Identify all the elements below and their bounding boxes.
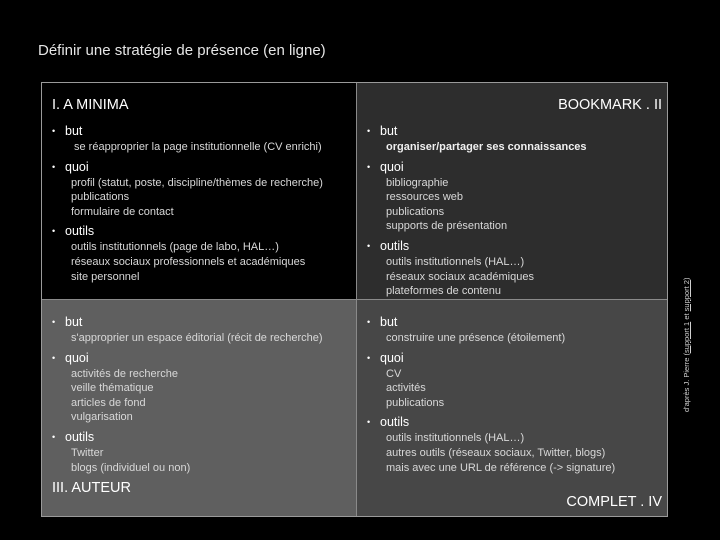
- item-label-outils: • outils: [52, 429, 95, 444]
- item-line: publications: [386, 205, 445, 218]
- quadrant-heading: III. AUTEUR: [52, 480, 131, 496]
- quadrant-complet: [357, 300, 667, 516]
- item-line: activités de recherche: [71, 367, 178, 380]
- item-line: outils institutionnels (page de labo, HAL…): [71, 241, 279, 254]
- item-line: outils institutionnels (HAL…): [386, 432, 525, 445]
- support-2-link[interactable]: support 2: [682, 280, 691, 312]
- bullet-icon: •: [367, 317, 371, 327]
- bullet-icon: •: [367, 126, 371, 136]
- item-label-but: • but: [52, 124, 83, 138]
- item-line: Twitter: [71, 446, 104, 459]
- item-line: outils institutionnels (HAL…): [386, 255, 525, 268]
- item-label-outils: • outils: [367, 238, 410, 253]
- item-line: organiser/partager ses connaissances: [386, 141, 587, 153]
- bullet-icon: •: [52, 431, 56, 442]
- item-label-but: • but: [367, 315, 398, 329]
- item-label-quoi: • quoi: [367, 350, 404, 365]
- item-line: réseaux sociaux académiques: [386, 270, 534, 283]
- bullet-icon: •: [52, 317, 56, 327]
- item-line: autres outils (réseaux sociaux, Twitter, blogs): [386, 446, 606, 459]
- bullet-icon: •: [52, 226, 56, 237]
- item-label-quoi: • quoi: [52, 350, 89, 365]
- quadrant-auteur: [42, 300, 357, 516]
- item-label-quoi: • quoi: [367, 159, 404, 174]
- item-line: supports de présentation: [386, 220, 508, 233]
- item-label-quoi: • quoi: [52, 159, 89, 174]
- item-line: formulaire de contact: [71, 205, 174, 218]
- item-line: activités: [386, 382, 426, 395]
- slide-title: Définir une stratégie de présence (en ligne): [38, 42, 326, 59]
- item-line: réseaux sociaux professionnels et académiques: [71, 255, 306, 268]
- item-line: profil (statut, poste, discipline/thèmes de recherche): [71, 176, 323, 189]
- credit-note: d'après J. Pierre (support 1 et support 2): [682, 277, 691, 412]
- item-line: CV: [386, 367, 402, 380]
- bullet-icon: •: [52, 352, 56, 363]
- item-label-outils: • outils: [367, 415, 410, 430]
- bullet-icon: •: [52, 126, 56, 136]
- item-line: veille thématique: [71, 382, 154, 395]
- item-line: construire une présence (étoilement): [386, 332, 566, 344]
- item-line: site personnel: [71, 270, 140, 283]
- bullet-icon: •: [367, 417, 371, 428]
- quadrant-bookmark: [357, 83, 667, 300]
- item-line: se réapproprier la page institutionnelle (CV enrichi): [74, 141, 322, 153]
- quadrant-heading: I. A MINIMA: [52, 97, 129, 113]
- item-line: ressources web: [386, 191, 464, 204]
- item-line: plateformes de contenu: [386, 285, 501, 298]
- item-line: blogs (individuel ou non): [71, 461, 191, 474]
- item-label-but: • but: [52, 315, 83, 329]
- item-line: articles de fond: [71, 396, 146, 409]
- item-label-outils: • outils: [52, 224, 95, 239]
- quadrant-heading: COMPLET . IV: [566, 494, 662, 510]
- item-line: vulgarisation: [71, 411, 133, 424]
- quadrant-a-minima: [42, 83, 357, 300]
- item-line: s'approprier un espace éditorial (récit de recherche): [71, 332, 323, 344]
- item-label-but: • but: [367, 124, 398, 138]
- quadrant-heading: BOOKMARK . II: [558, 97, 662, 113]
- bullet-icon: •: [367, 240, 371, 251]
- strategy-matrix: [41, 82, 668, 517]
- bullet-icon: •: [52, 161, 56, 172]
- bullet-icon: •: [367, 161, 371, 172]
- item-line: bibliographie: [386, 176, 449, 189]
- item-line: publications: [386, 396, 445, 409]
- bullet-icon: •: [367, 352, 371, 363]
- item-line: publications: [71, 191, 130, 204]
- support-1-link[interactable]: support 1: [682, 321, 691, 354]
- item-line: mais avec une URL de référence (-> signature): [386, 461, 616, 474]
